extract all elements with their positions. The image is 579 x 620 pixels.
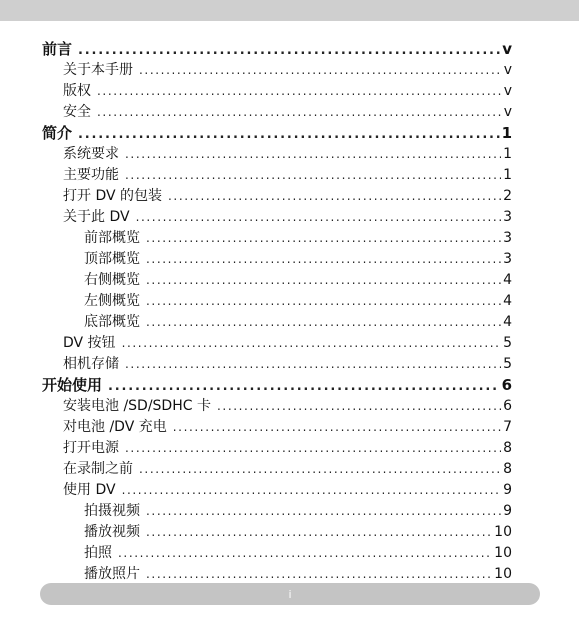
toc-dot-leader xyxy=(173,417,501,438)
toc-dot-leader xyxy=(97,81,502,102)
toc-dot-leader xyxy=(122,333,502,354)
toc-dot-leader xyxy=(108,376,500,396)
toc-entry-title: 右侧概览 xyxy=(84,272,140,288)
toc-entry-title: 拍摄视频 xyxy=(84,503,140,519)
toc-entry-page: 2 xyxy=(503,188,512,204)
toc-entry[interactable] xyxy=(42,60,512,81)
toc-dot-leader xyxy=(146,228,501,249)
toc-entry[interactable] xyxy=(42,102,512,123)
toc-entry-title: 对电池 /DV 充电 xyxy=(63,419,167,435)
toc-entry-page: v xyxy=(503,83,512,99)
toc-dot-leader xyxy=(78,40,500,60)
toc-entry-page: 9 xyxy=(503,482,512,498)
toc-entry-title: 前言 xyxy=(42,40,73,58)
toc-entry[interactable] xyxy=(42,564,512,585)
toc-entry[interactable] xyxy=(42,396,512,417)
toc-dot-leader xyxy=(168,186,501,207)
toc-entry-title: 底部概览 xyxy=(84,314,140,330)
toc-entry[interactable] xyxy=(42,291,512,312)
toc-entry-page: 1 xyxy=(503,167,512,183)
toc-entry-page: 7 xyxy=(503,419,512,435)
toc-dot-leader xyxy=(146,522,492,543)
toc-dot-leader xyxy=(146,291,501,312)
toc-entry-title: 播放照片 xyxy=(84,566,140,582)
toc-dot-leader xyxy=(146,270,501,291)
toc-entry-title: DV 按钮 xyxy=(63,335,116,351)
toc-entry-page: v xyxy=(502,40,512,58)
toc-entry-page: 10 xyxy=(494,566,512,582)
toc-entry[interactable] xyxy=(42,375,512,396)
toc-entry-title: 开始使用 xyxy=(42,376,103,394)
toc-entry-page: 10 xyxy=(494,545,512,561)
toc-entry-title: 前部概览 xyxy=(84,230,140,246)
toc-entry[interactable] xyxy=(42,354,512,375)
toc-entry[interactable] xyxy=(42,312,512,333)
toc-dot-leader xyxy=(136,207,502,228)
toc-dot-leader xyxy=(146,249,501,270)
toc-entry-page: v xyxy=(503,104,512,120)
toc-dot-leader xyxy=(97,102,502,123)
toc-entry-title: 使用 DV xyxy=(63,482,116,498)
toc-entry-page: 9 xyxy=(503,503,512,519)
toc-entry-page: 4 xyxy=(503,272,512,288)
toc-entry[interactable] xyxy=(42,249,512,270)
toc-entry[interactable] xyxy=(42,165,512,186)
toc-entry[interactable] xyxy=(42,123,512,144)
toc-entry-title: 打开电源 xyxy=(63,440,119,456)
toc-entry-page: 4 xyxy=(503,293,512,309)
toc-entry[interactable] xyxy=(42,186,512,207)
toc-entry-page: 8 xyxy=(503,440,512,456)
toc-entry-page: 4 xyxy=(503,314,512,330)
toc-entry[interactable] xyxy=(42,501,512,522)
toc-entry-title: 顶部概览 xyxy=(84,251,140,267)
toc-entry-page: 6 xyxy=(501,376,512,394)
toc-entry[interactable] xyxy=(42,438,512,459)
toc-entry-title: 关于本手册 xyxy=(63,62,133,78)
toc-entry[interactable] xyxy=(42,417,512,438)
toc-entry-page: 1 xyxy=(501,124,512,142)
toc-entry-page: 3 xyxy=(503,209,512,225)
toc-entry-page: 5 xyxy=(503,335,512,351)
toc-entry-title: 安装电池 /SD/SDHC 卡 xyxy=(63,398,211,414)
toc-entry[interactable] xyxy=(42,522,512,543)
toc-entry[interactable] xyxy=(42,207,512,228)
toc-dot-leader xyxy=(125,354,501,375)
page-number: i xyxy=(288,587,292,601)
toc-entry-title: 关于此 DV xyxy=(63,209,130,225)
toc-entry[interactable] xyxy=(42,270,512,291)
toc-entry[interactable] xyxy=(42,228,512,249)
toc-entry-page: 8 xyxy=(503,461,512,477)
toc-dot-leader xyxy=(139,459,501,480)
toc-dot-leader xyxy=(217,396,501,417)
toc-entry-page: 5 xyxy=(503,356,512,372)
toc-entry[interactable] xyxy=(42,333,512,354)
toc-entry-title: 简介 xyxy=(42,124,73,142)
toc-entry[interactable] xyxy=(42,81,512,102)
toc-dot-leader xyxy=(118,543,492,564)
toc-entry-page: v xyxy=(503,62,512,78)
toc-dot-leader xyxy=(125,144,501,165)
toc-entry-page: 6 xyxy=(503,398,512,414)
toc-entry-page: 3 xyxy=(503,230,512,246)
toc-entry-title: 在录制之前 xyxy=(63,461,133,477)
toc-dot-leader xyxy=(125,438,501,459)
toc-entry-page: 1 xyxy=(503,146,512,162)
toc-entry-page: 3 xyxy=(503,251,512,267)
toc-entry[interactable] xyxy=(42,144,512,165)
toc-entry-title: 打开 DV 的包装 xyxy=(63,188,163,204)
toc-dot-leader xyxy=(146,564,492,585)
toc-entry[interactable] xyxy=(42,480,512,501)
toc-entry[interactable] xyxy=(42,459,512,480)
toc-entry-title: 左侧概览 xyxy=(84,293,140,309)
toc-entry-title: 相机存储 xyxy=(63,356,119,372)
toc-entry-title: 播放视频 xyxy=(84,524,140,540)
footer-bar xyxy=(40,583,540,605)
table-of-contents xyxy=(42,39,512,585)
toc-entry-title: 主要功能 xyxy=(63,167,119,183)
toc-entry-title: 版权 xyxy=(63,83,91,99)
toc-entry[interactable] xyxy=(42,543,512,564)
toc-entry-title: 系统要求 xyxy=(63,146,119,162)
toc-dot-leader xyxy=(78,124,500,144)
toc-dot-leader xyxy=(122,480,502,501)
toc-dot-leader xyxy=(139,60,502,81)
toc-dot-leader xyxy=(146,312,501,333)
toc-dot-leader xyxy=(125,165,501,186)
toc-entry-title: 拍照 xyxy=(84,545,112,561)
toc-dot-leader xyxy=(146,501,501,522)
toc-entry-page: 10 xyxy=(494,524,512,540)
toc-entry[interactable] xyxy=(42,39,512,60)
toc-entry-title: 安全 xyxy=(63,104,91,120)
header-band xyxy=(0,0,579,21)
